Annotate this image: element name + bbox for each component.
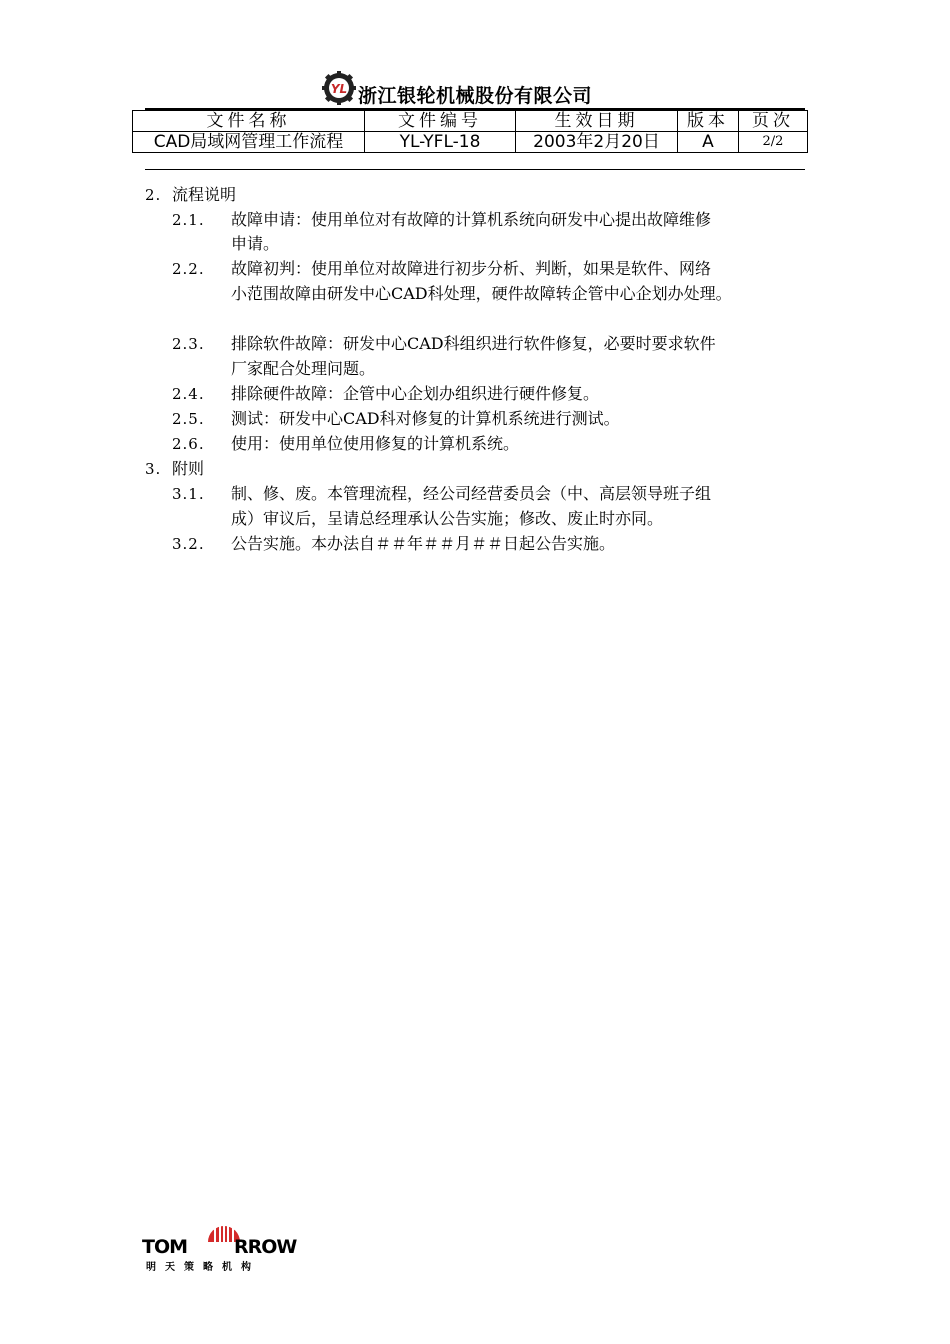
section-title: 流程说明	[172, 185, 237, 204]
company-name: 浙江银轮机械股份有限公司	[358, 84, 593, 107]
header-bottom-rule	[145, 169, 805, 170]
item-text: 使用：使用单位使用修复的计算机系统。	[231, 434, 520, 453]
item-number: 2.3.	[172, 335, 205, 353]
item-number: 3.2.	[172, 535, 205, 553]
meta-header-row	[133, 111, 808, 132]
item-text: 故障申请：使用单位对有故障的计算机系统向研发中心提出故障维修	[231, 210, 712, 229]
meta-value-number: YL-YFL-18	[365, 132, 516, 153]
item-text: 故障初判：使用单位对故障进行初步分析、判断，如果是软件、网络	[231, 259, 712, 278]
meta-header-date: 生效日期	[516, 111, 678, 132]
meta-value-name: CAD局域网管理工作流程	[133, 132, 365, 153]
meta-header-number: 文件编号	[365, 111, 516, 132]
item-text: 成）审议后，呈请总经理承认公告实施；修改、废止时亦同。	[231, 509, 664, 528]
company-logo-icon	[322, 71, 356, 105]
item-text: 厂家配合处理问题。	[231, 359, 376, 378]
item-text: 小范围故障由研发中心CAD科处理，硬件故障转企管中心企划办处理。	[231, 284, 732, 303]
meta-value-version: A	[678, 132, 739, 153]
logo-text: YL	[330, 82, 348, 96]
item-number: 2.1.	[172, 211, 205, 229]
document-meta-table	[132, 110, 808, 153]
meta-header-page: 页次	[739, 111, 808, 132]
meta-value-row	[133, 132, 808, 153]
meta-value-page: 2/2	[739, 132, 808, 153]
section-number: 2.	[145, 186, 162, 204]
meta-value-date: 2003年2月20日	[516, 132, 678, 153]
brand-left-text: TOM	[142, 1236, 188, 1258]
item-text: 排除软件故障：研发中心CAD科组织进行软件修复，必要时要求软件	[231, 334, 716, 353]
item-text: 公告实施。本办法自＃＃年＃＃月＃＃日起公告实施。	[231, 534, 616, 553]
item-number: 2.4.	[172, 385, 205, 403]
item-text: 申请。	[231, 234, 280, 253]
item-text: 测试：研发中心CAD科对修复的计算机系统进行测试。	[231, 409, 620, 428]
document-header	[322, 70, 592, 106]
section-title: 附则	[172, 459, 205, 478]
brand-right-text: RROW	[234, 1236, 297, 1258]
item-text: 制、修、废。本管理流程，经公司经营委员会（中、高层领导班子组	[231, 484, 712, 503]
footer-brand-logo	[142, 1212, 307, 1272]
meta-header-name: 文件名称	[133, 111, 365, 132]
item-number: 2.6.	[172, 435, 205, 453]
section-number: 3.	[145, 460, 162, 478]
item-number: 2.5.	[172, 410, 205, 428]
item-number: 2.2.	[172, 260, 205, 278]
item-number: 3.1.	[172, 485, 205, 503]
item-text: 排除硬件故障：企管中心企划办组织进行硬件修复。	[231, 384, 600, 403]
meta-header-version: 版本	[678, 111, 739, 132]
brand-tagline: 明天策略机构	[146, 1262, 260, 1273]
